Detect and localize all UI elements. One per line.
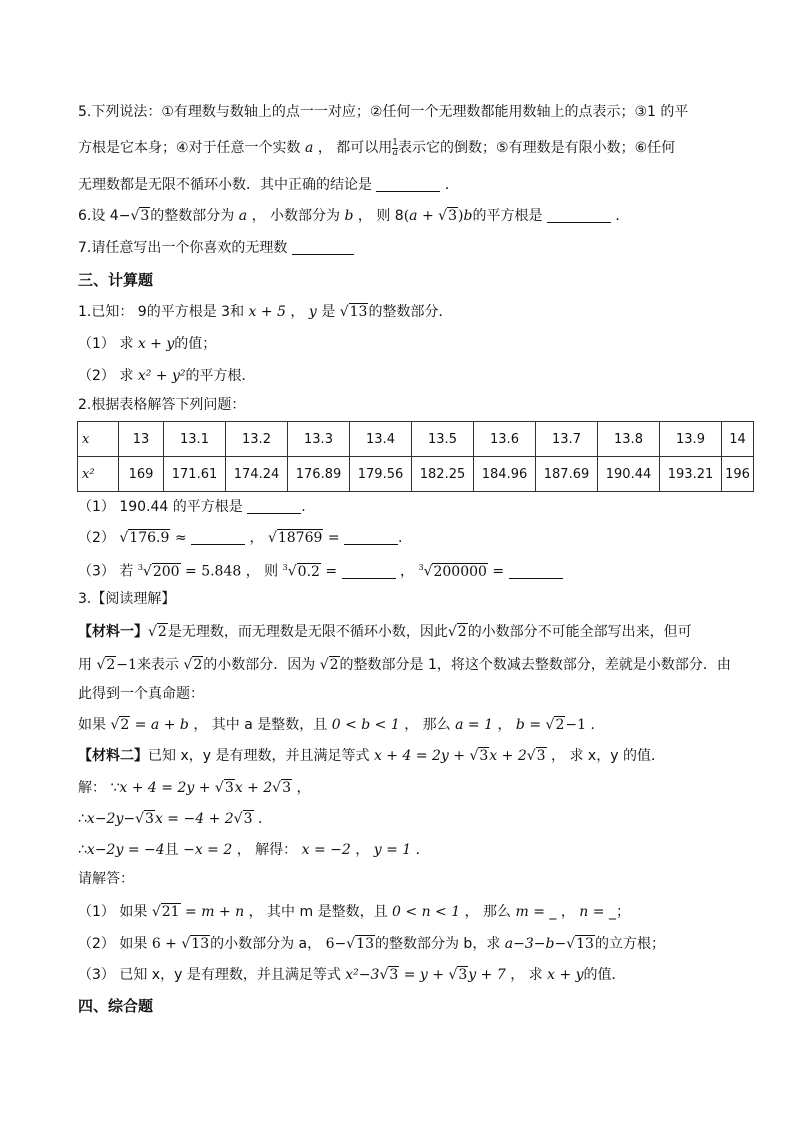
material-1-line-4: 如果 √2 = a + b ， 其中 a 是整数，且 0 < b < 1 ， 那么 a = 1 ， b = √2−1 ． [78,717,605,733]
answer-blank[interactable] [342,564,396,579]
table-cell: 179.56 [350,457,412,492]
calc-2-part-1: （1） 190.44 的平方根是 . [78,499,306,515]
table-cell: 13.3 [288,422,350,457]
answer-blank[interactable] [376,177,440,192]
table-cell: 190.44 [598,457,660,492]
calc-3-title: 3.【阅读理解】 [78,591,176,607]
table-cell: 182.25 [412,457,474,492]
table-cell: 13.6 [474,422,536,457]
sqrt-3: √3 [130,208,150,224]
table-cell: 171.61 [164,457,226,492]
q5-line-1 [78,102,688,122]
material-1-line-2: 用 √2−1来表示 √2的小数部分．因为 √2的整数部分是 1，将这个数减去整数部分，差就是小数部分．由 [78,657,731,673]
table-cell: 13.4 [350,422,412,457]
q5-line-3: 无理数都是无限不循环小数．其中正确的结论是 ． [78,177,459,193]
row-label-x: x [78,422,119,457]
table-cell: 13.5 [412,422,474,457]
row-label-x-squared: x² [78,457,119,492]
answer-blank[interactable] [344,530,398,545]
solution-line-2: ∴x−2y−√3x = −4 + 2√3 ． [78,811,272,827]
answer-blank[interactable] [509,564,563,579]
calc-3-part-2: （2） 如果 6 + √13的小数部分为 a， 6−√13的整数部分为 b，求 a−3−b−√13的立方根； [78,936,665,952]
ask-line: 请解答： [78,871,134,887]
table-cell: 196 [722,457,754,492]
solution-line-1: 解： ∵x + 4 = 2y + √3x + 2√3 ， [78,780,311,796]
answer-blank[interactable] [292,240,354,255]
table-cell: 13.1 [164,422,226,457]
table-cell: 174.24 [226,457,288,492]
q5-text: 5.下列说法：①有理数与数轴上的点一一对应；②任何一个无理数都能用数轴上的点表示；③1 的平 [78,104,689,120]
calc-2-part-2: （2） √176.9 ≈ ， √18769 = . [78,530,403,546]
table-cell: 169 [119,457,164,492]
calc-2-intro: 2.根据表格解答下列问题： [78,397,246,413]
q5-line-2: 方根是它本身；④对于任意一个实数 a ， 都可以用 $\frac{1}{a}$ 表示它的倒数；⑤有理数是有限小数；⑥任何 [78,137,676,158]
table-row-x [78,422,754,457]
calc-3-part-1: （1） 如果 √21 = m + n ， 其中 m 是整数，且 0 < n < 1 ， 那么 m = _ ， n = _； [78,904,630,920]
table-cell: 13.8 [598,422,660,457]
q6-line: 6.设 4−√3的整数部分为 a ， 小数部分为 b ， 则 8(a + √3)b的平方根是 ． [78,208,630,224]
calc-1-part-1: （1） 求 x + y的值； [78,336,217,352]
material-2-line: 【材料二】已知 x，y 是有理数，并且满足等式 x + 4 = 2y + √3x + 2√3 ， 求 x，y 的值． [78,748,665,764]
solution-line-3: ∴x−2y = −4且 −x = 2 ， 解得： x = −2 ， y = 1 ． [78,842,430,858]
calc-1-line: 1.已知： 9的平方根是 3和 x + 5 ， y 是 √13的整数部分． [78,304,453,320]
table-cell: 176.89 [288,457,350,492]
table-cell: 14 [722,422,754,457]
calc-2-part-3: （3） 若 $^3$√200 = 5.848 ， 则 $^3$√0.2 = ， $^3$√200000 = [78,558,563,582]
table-cell: 13.2 [226,422,288,457]
section-3-title: 三、计算题 [78,271,154,289]
sqrt-13: √13 [339,304,368,320]
q7-line: 7.请任意写出一个你喜欢的无理数 [78,238,354,258]
fraction-1-over-a: $\frac{1}{a}$ [392,137,399,158]
table-cell: 184.96 [474,457,536,492]
table-cell: 187.69 [536,457,598,492]
table-cell: 193.21 [660,457,722,492]
section-4-title: 四、综合题 [78,997,154,1015]
table-row-x-squared [78,457,754,492]
answer-blank[interactable] [247,499,301,514]
table-cell: 13.7 [536,422,598,457]
answer-blank[interactable] [547,208,611,223]
squares-table [77,421,754,492]
calc-3-part-3: （3） 已知 x，y 是有理数，并且满足等式 x²−3√3 = y + √3y + 7 ， 求 x + y的值． [78,967,626,983]
table-cell: 13 [119,422,164,457]
calc-1-part-2: （2） 求 x² + y²的平方根． [78,368,256,384]
table-cell: 13.9 [660,422,722,457]
answer-blank[interactable] [191,530,245,545]
material-1-line-1: 【材料一】√2是无理数，而无理数是无限不循环小数，因此√2的小数部分不可能全部写出来，但可 [78,624,692,640]
material-1-line-3: 此得到一个真命题： [78,686,204,702]
